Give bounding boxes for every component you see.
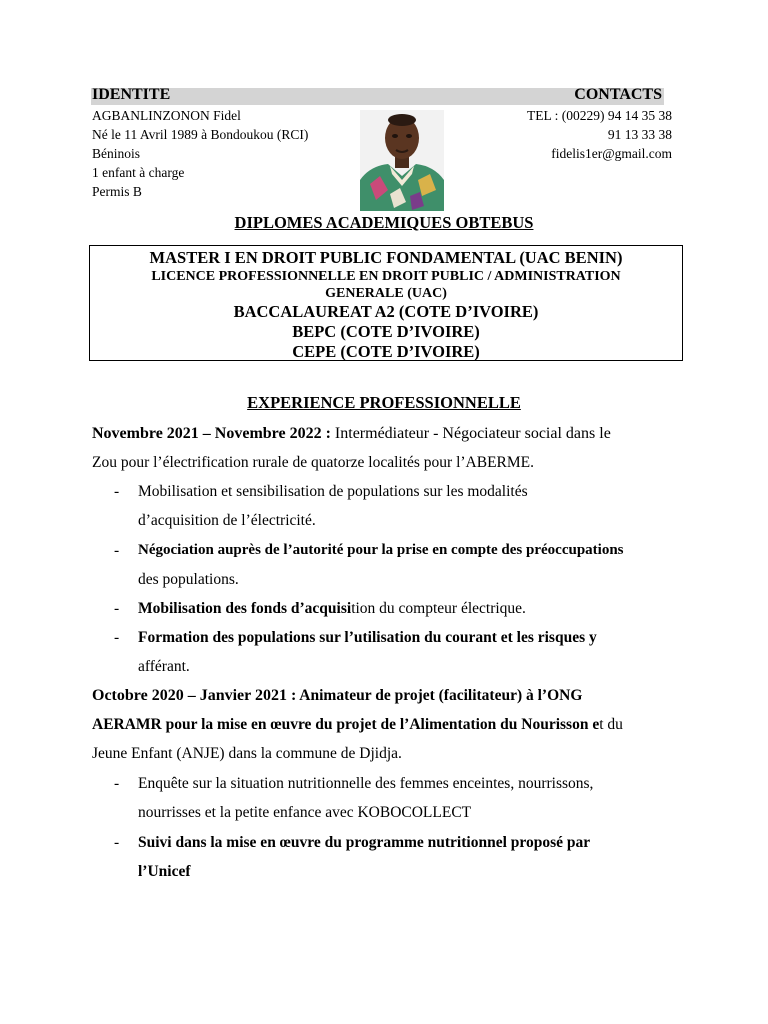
job1-bullet-2	[114, 536, 676, 594]
diplomas-box	[89, 245, 683, 361]
diploma-cepe: CEPE (COTE D’IVOIRE)	[292, 342, 480, 361]
job2-desc-line3: Jeune Enfant (ANJE) dans la commune de Djidja.	[92, 745, 402, 762]
job1-period: Novembre 2021 – Novembre 2022 :	[92, 425, 331, 442]
diploma-licence: LICENCE PROFESSIONNELLE EN DROIT PUBLIC / ADMINISTRATION	[151, 269, 621, 284]
contact-phone-2: 91 13 33 38	[607, 127, 672, 142]
profile-photo	[360, 110, 444, 211]
diploma-licence-cont: GENERALE (UAC)	[325, 286, 447, 301]
job2-desc-line2	[92, 710, 676, 739]
identity-license: Permis B	[92, 184, 142, 199]
job2-header	[92, 681, 676, 710]
contact-email: fidelis1er@gmail.com	[551, 146, 672, 161]
bullet-text: Mobilisation et sensibilisation de populations sur les modalités	[138, 483, 528, 500]
diploma-bepc: BEPC (COTE D’IVOIRE)	[292, 322, 480, 341]
bullet-text-cont: des populations.	[138, 571, 239, 588]
bullet-text	[138, 594, 676, 623]
bullet-text-cont: l’Unicef	[138, 863, 191, 880]
identity-name: AGBANLINZONON Fidel	[92, 108, 241, 123]
experience-title: EXPERIENCE PROFESSIONNELLE	[247, 393, 521, 412]
job1-bullet-3	[114, 594, 676, 623]
job1-desc-line2: Zou pour l’électrification rurale de quatorze localités pour l’ABERME.	[92, 454, 535, 471]
job2-desc: Animateur de projet (facilitateur) à l’ONG	[296, 687, 583, 704]
job1-bullet-4	[114, 623, 676, 681]
bullet-text-bold: Mobilisation des fonds d’acquisi	[138, 600, 352, 617]
bullet-text-cont: afférant.	[138, 658, 190, 675]
identity-birth: Né le 11 Avril 1989 à Bondoukou (RCI)	[92, 127, 309, 142]
bullet-dash: -	[114, 600, 120, 617]
bullet-dash: -	[114, 483, 120, 500]
identity-nationality: Béninois	[92, 146, 141, 161]
bullet-dash: -	[114, 775, 120, 792]
contacts-heading: CONTACTS	[574, 86, 662, 103]
bullet-dash: -	[114, 542, 120, 559]
bullet-text: Négociation auprès de l’autorité pour la prise en compte des préoccupations	[138, 542, 624, 558]
bullet-dash: -	[114, 834, 120, 851]
job1-bullet-1	[114, 477, 676, 535]
contact-phone-1: TEL : (00229) 94 14 35 38	[527, 108, 672, 123]
bullet-text-cont: nourrisses et la petite enfance avec KOBOCOLLECT	[138, 804, 472, 821]
diploma-bac: BACCALAUREAT A2 (COTE D’IVOIRE)	[233, 302, 539, 321]
job2-bullet-2	[114, 828, 676, 886]
job1-header	[92, 419, 676, 448]
identite-heading: IDENTITE	[92, 86, 171, 103]
bullet-text-cont: d’acquisition de l’électricité.	[138, 512, 316, 529]
bullet-dash: -	[114, 629, 120, 646]
identity-children: 1 enfant à charge	[92, 165, 185, 180]
bullet-text-regular: tion du compteur électrique.	[351, 600, 526, 617]
bullet-text: Suivi dans la mise en œuvre du programme nutritionnel proposé par	[138, 834, 591, 851]
bullet-text: Enquête sur la situation nutritionnelle des femmes enceintes, nourrissons,	[138, 775, 594, 792]
diplomas-title: DIPLOMES ACADEMIQUES OBTEBUS	[234, 213, 534, 232]
job1-desc: Intermédiateur - Négociateur social dans le	[330, 425, 611, 442]
job2-period: Octobre 2020 – Janvier 2021 :	[92, 687, 297, 704]
diploma-master: MASTER I EN DROIT PUBLIC FONDAMENTAL (UAC BENIN)	[149, 248, 623, 267]
job2-bullet-1	[114, 769, 676, 827]
bullet-text: Formation des populations sur l’utilisation du courant et les risques y	[138, 629, 597, 646]
job2-desc-bold: AERAMR pour la mise en œuvre du projet de l’Alimentation du Nourisson e	[92, 716, 600, 733]
job2-desc-regular: t du	[599, 716, 623, 733]
